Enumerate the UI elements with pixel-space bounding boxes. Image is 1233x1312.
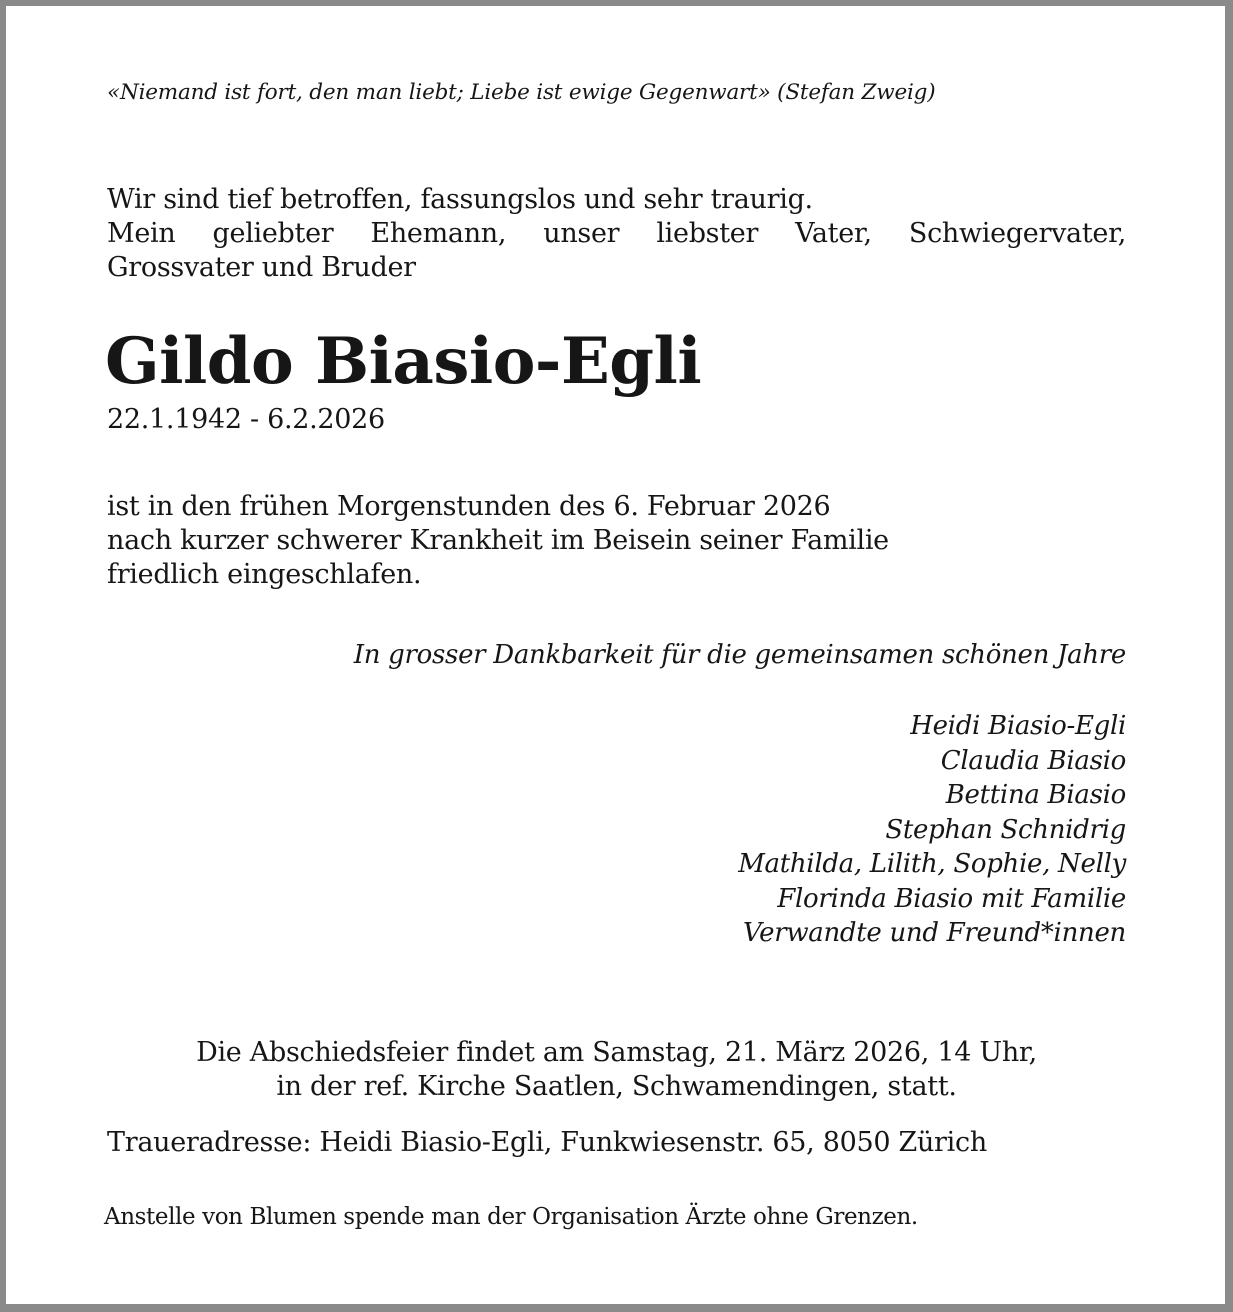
mourning-address: Traueradresse: Heidi Biasio-Egli, Funkwiesenstr. 65, 8050 Zürich: [107, 1127, 987, 1158]
ceremony-line-2: in der ref. Kirche Saatlen, Schwamendingen, statt.: [276, 1071, 957, 1102]
announcement-paragraph: [107, 490, 889, 592]
ceremony-line-1: Die Abschiedsfeier findet am Samstag, 21. März 2026, 14 Uhr,: [196, 1037, 1037, 1068]
intro-paragraph: [107, 183, 1126, 285]
intro-line-3: Grossvater und Bruder: [107, 252, 416, 283]
announcement-line-3: friedlich eingeschlafen.: [107, 559, 422, 590]
gratitude-line: In grosser Dankbarkeit für die gemeinsamen schönen Jahre: [353, 640, 1126, 670]
announcement-line-2: nach kurzer schwerer Krankheit im Beisein seiner Familie: [107, 525, 889, 556]
motto-quote: «Niemand ist fort, den man liebt; Liebe ist ewige Gegenwart» (Stefan Zweig): [107, 80, 936, 105]
announcement-line-1: ist in den frühen Morgenstunden des 6. Februar 2026: [107, 491, 831, 522]
mourners-list: [738, 709, 1126, 951]
mourner-name: Heidi Biasio-Egli: [910, 711, 1126, 741]
mourner-name: Stephan Schnidrig: [885, 814, 1126, 845]
donation-note: Anstelle von Blumen spende man der Organisation Ärzte ohne Grenzen.: [104, 1204, 918, 1230]
mourner-name: Claudia Biasio: [940, 745, 1126, 776]
ceremony-info: [107, 1036, 1126, 1104]
mourner-name: Mathilda, Lilith, Sophie, Nelly: [738, 849, 1126, 879]
life-dates: 22.1.1942 - 6.2.2026: [107, 404, 385, 435]
intro-line-2: Mein geliebter Ehemann, unser liebster Vater, Schwiegervater,: [107, 218, 1126, 249]
deceased-name: Gildo Biasio-Egli: [105, 324, 702, 399]
mourner-name: Verwandte und Freund*innen: [743, 918, 1126, 948]
mourner-name: Bettina Biasio: [945, 780, 1126, 810]
intro-line-1: Wir sind tief betroffen, fassungslos und sehr traurig.: [107, 184, 813, 215]
mourner-name: Florinda Biasio mit Familie: [777, 883, 1126, 914]
